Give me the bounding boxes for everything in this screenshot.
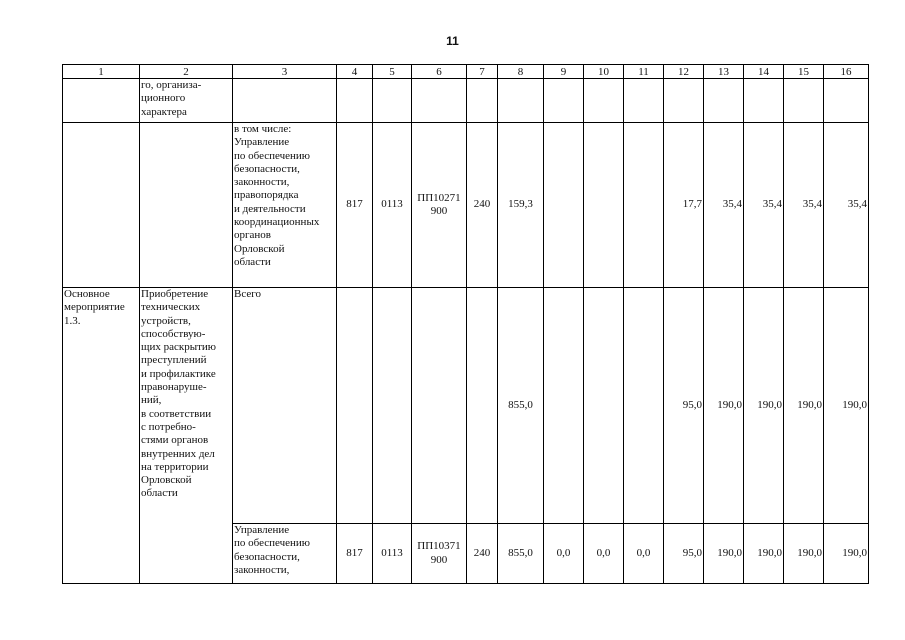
cell-line: Управление <box>234 136 290 149</box>
cell-line: координационных <box>234 216 320 229</box>
cell-line: правопорядка <box>234 189 299 202</box>
table-cell: 190,0 <box>824 288 869 524</box>
table-cell: 0,0 <box>544 524 584 584</box>
cell-line: 900 <box>430 553 448 566</box>
table-cell: 190,0 <box>744 288 784 524</box>
cell-line: в соответствии <box>141 407 212 420</box>
table-cell: 0,0 <box>584 524 624 584</box>
table-cell <box>412 524 467 584</box>
table-cell <box>704 79 744 123</box>
cell-line: по обеспечению <box>234 537 311 550</box>
cell-line: безопасности, <box>234 550 300 563</box>
table-cell <box>584 288 624 524</box>
table-cell: 35,4 <box>784 123 824 288</box>
cell-line: 1.3. <box>64 314 81 327</box>
program-table <box>62 64 869 584</box>
table-cell <box>467 288 498 524</box>
table-row <box>63 288 869 524</box>
cell-line: ционного <box>141 92 186 105</box>
cell-line: способствую- <box>141 327 206 340</box>
header-cell: 4 <box>337 65 373 79</box>
cell-line: безопасности, <box>234 162 300 175</box>
table-cell: 35,4 <box>704 123 744 288</box>
table-cell <box>412 123 467 288</box>
table-cell <box>624 79 664 123</box>
cell-line: стями органов <box>141 434 209 447</box>
header-cell: 11 <box>624 65 664 79</box>
cell-line: с потребно- <box>141 420 196 433</box>
cell-line: области <box>234 255 271 268</box>
table-cell <box>373 288 412 524</box>
cell-line: области <box>141 487 178 500</box>
table-cell <box>824 79 869 123</box>
header-row <box>63 65 869 79</box>
header-cell: 14 <box>744 65 784 79</box>
cell-line: на территории <box>141 460 209 473</box>
table-cell: 817 <box>337 524 373 584</box>
header-cell: 13 <box>704 65 744 79</box>
table-cell <box>784 79 824 123</box>
cell-line: и деятельности <box>234 202 306 215</box>
table-cell <box>233 288 337 524</box>
header-cell: 2 <box>140 65 233 79</box>
cell-line: законности, <box>234 176 290 189</box>
table-cell: 817 <box>337 123 373 288</box>
table-cell <box>544 123 584 288</box>
table-cell: 35,4 <box>744 123 784 288</box>
cell-line: ПП10271 <box>417 191 461 204</box>
header-cell: 10 <box>584 65 624 79</box>
table-cell: 240 <box>467 123 498 288</box>
table-cell: 95,0 <box>664 288 704 524</box>
cell-line: Основное <box>64 288 110 300</box>
table-cell: 855,0 <box>498 524 544 584</box>
cell-line: ний, <box>141 394 162 407</box>
header-cell: 7 <box>467 65 498 79</box>
table-cell <box>233 79 337 123</box>
cell-line: преступлений <box>141 354 207 367</box>
header-cell: 6 <box>412 65 467 79</box>
table-cell: 190,0 <box>824 524 869 584</box>
cell-line: правонаруше- <box>141 381 207 394</box>
table-cell <box>624 123 664 288</box>
cell-line: устройств, <box>141 314 191 327</box>
cell-line: Всего <box>234 288 261 300</box>
table-cell: 855,0 <box>498 288 544 524</box>
table-cell: 35,4 <box>824 123 869 288</box>
table-cell: 159,3 <box>498 123 544 288</box>
cell-line: по обеспечению <box>234 149 311 162</box>
header-cell: 9 <box>544 65 584 79</box>
table-cell <box>373 79 412 123</box>
cell-line: технических <box>141 301 201 314</box>
table-cell <box>140 123 233 288</box>
header-cell: 16 <box>824 65 869 79</box>
table-row <box>63 123 869 288</box>
table-cell: 17,7 <box>664 123 704 288</box>
cell-line: Орловской <box>141 474 192 487</box>
cell-line: и профилактике <box>141 367 216 380</box>
table-cell <box>337 288 373 524</box>
table-cell <box>584 123 624 288</box>
table-cell <box>498 79 544 123</box>
table-cell <box>412 79 467 123</box>
table-cell: 240 <box>467 524 498 584</box>
header-cell: 15 <box>784 65 824 79</box>
table-cell: 95,0 <box>664 524 704 584</box>
table-cell <box>140 288 233 584</box>
header-cell: 3 <box>233 65 337 79</box>
table-cell: 190,0 <box>704 524 744 584</box>
table-cell <box>467 79 498 123</box>
table-cell <box>544 79 584 123</box>
cell-line: ПП10371 <box>417 540 461 553</box>
cell-line: 900 <box>430 205 448 217</box>
table-cell <box>744 79 784 123</box>
table-cell <box>412 288 467 524</box>
table-row <box>63 79 869 123</box>
table-cell <box>664 79 704 123</box>
page-number: 11 <box>446 34 459 48</box>
cell-line: характера <box>141 105 187 118</box>
table-cell: 190,0 <box>744 524 784 584</box>
table-cell: 190,0 <box>704 288 744 524</box>
cell-line: Управление <box>234 524 290 536</box>
table-cell <box>63 123 140 288</box>
header-cell: 12 <box>664 65 704 79</box>
table-cell: 190,0 <box>784 288 824 524</box>
table-cell: 0113 <box>373 123 412 288</box>
table-cell: 0,0 <box>624 524 664 584</box>
cell-line: в том числе: <box>234 123 292 135</box>
table-cell <box>544 288 584 524</box>
header-cell: 1 <box>63 65 140 79</box>
header-cell: 8 <box>498 65 544 79</box>
cell-line: мероприятие <box>64 301 125 314</box>
cell-line: щих раскрытию <box>141 341 217 354</box>
table-cell <box>233 524 337 584</box>
table-cell <box>233 123 337 288</box>
header-cell: 5 <box>373 65 412 79</box>
table-cell <box>584 79 624 123</box>
cell-line: органов <box>234 229 271 242</box>
table-cell <box>624 288 664 524</box>
cell-line: законности, <box>234 563 290 576</box>
table-cell <box>63 79 140 123</box>
table-cell: 0113 <box>373 524 412 584</box>
table-cell <box>63 288 140 584</box>
table-cell <box>337 79 373 123</box>
cell-line: внутренних дел <box>141 447 215 460</box>
table-cell: 190,0 <box>784 524 824 584</box>
cell-line: Приобретение <box>141 288 209 300</box>
cell-line: Орловской <box>234 242 285 255</box>
cell-line: го, организа- <box>141 79 202 91</box>
table-cell <box>140 79 233 123</box>
